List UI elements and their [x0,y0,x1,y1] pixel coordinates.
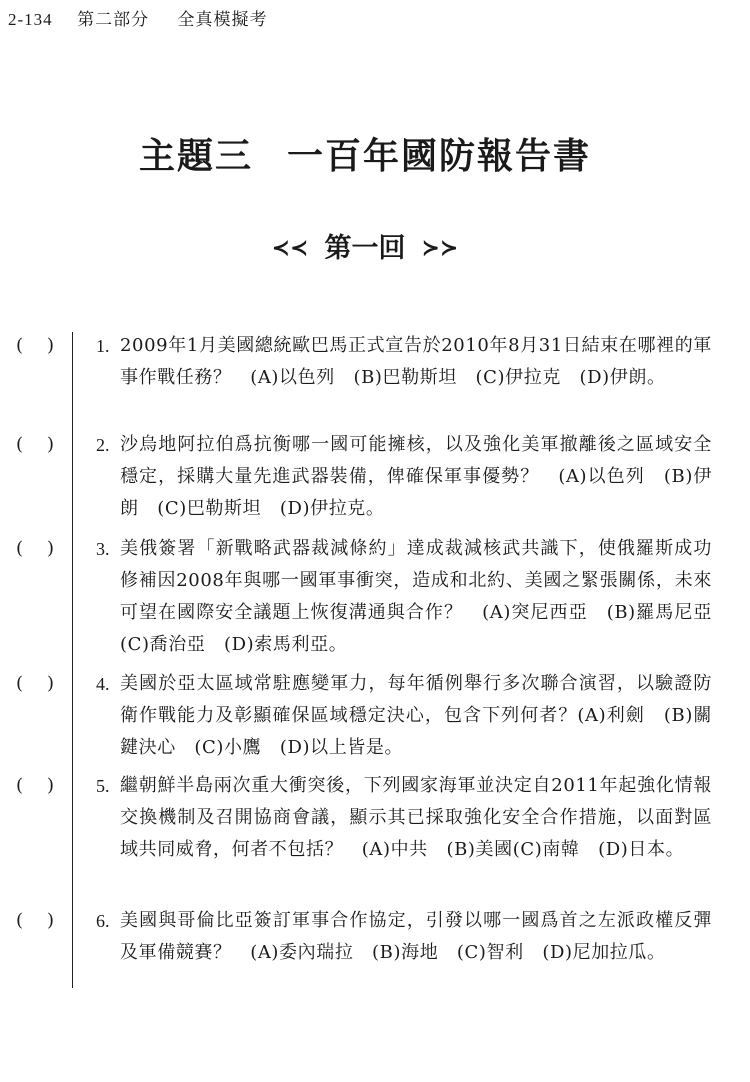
question-text: 2009年1月美國總統歐巴馬正式宣告於2010年8月31日結束在哪裡的軍事作戰任務？ (A)以色列 (B)巴勒斯坦 (C)伊拉克 (D)伊朗。 [120,335,712,388]
question-number: 6. [96,911,110,931]
answer-blank[interactable]: ( ) [16,673,54,694]
part-label: 第二部分 [77,10,150,30]
answer-column-divider [72,332,73,988]
question-text: 沙烏地阿拉伯爲抗衡哪一國可能擁核，以及強化美軍撤離後之區域安全穩定，採購大量先進武器裝備，俾確保軍事優勢？ (A)以色列 (B)伊朗 (C)巴勒斯坦 (D)伊拉克。 [120,434,712,519]
question-text: 繼朝鮮半島兩次重大衝突後，下列國家海軍並決定自2011年起強化情報交換機制及召開協商會議，顯示其已採取強化安全合作措施，以面對區域共同威脅，何者不包括？ (A)中共 (B)美國(C)南韓 (D)日本。 [120,775,712,860]
page-title [0,128,730,179]
answer-blank[interactable]: ( ) [16,335,54,356]
question-number: 4. [96,674,110,694]
question-number: 2. [96,435,110,455]
page-number: 2-134 [8,10,53,29]
page-header [8,5,267,30]
question-number: 3. [96,539,110,559]
answer-blank[interactable]: ( ) [16,775,54,796]
question-text: 美俄簽署「新戰略武器裁減條約」達成裁減核武共識下，使俄羅斯成功修補因2008年與哪一國軍事衝突，造成和北約、美國之緊張關係，未來可望在國際安全議題上恢復溝通與合作？ (A)突尼西亞 (B)羅馬尼亞 (C)喬治亞 (D)索馬利亞。 [120,538,731,655]
section-label: 全真模擬考 [177,10,268,30]
answer-blank[interactable]: ( ) [16,910,54,931]
title-main: 主題三 [138,136,253,177]
question-text: 美國於亞太區域常駐應變軍力，每年循例舉行多次聯合演習，以驗證防衛作戰能力及彰顯確保區域穩定決心，包含下列何者？(A)利劍 (B)關鍵決心 (C)小鷹 (D)以上皆是。 [120,673,712,758]
answer-blank[interactable]: ( ) [16,434,54,455]
question-number: 1. [96,336,110,356]
right-arrows-icon: ≻≻ [421,236,459,261]
title-sub: 一百年國防報告書 [287,136,592,177]
left-arrows-icon: ≺≺ [271,236,309,261]
question-text: 美國與哥倫比亞簽訂軍事合作協定，引發以哪一國爲首之左派政權反彈及軍備競賽？ (A)委內瑞拉 (B)海地 (C)智利 (D)尼加拉瓜。 [120,910,712,963]
question-number: 5. [96,776,110,796]
answer-blank[interactable]: ( ) [16,538,54,559]
round-label: 第一回 [324,233,406,264]
round-heading [0,226,730,265]
